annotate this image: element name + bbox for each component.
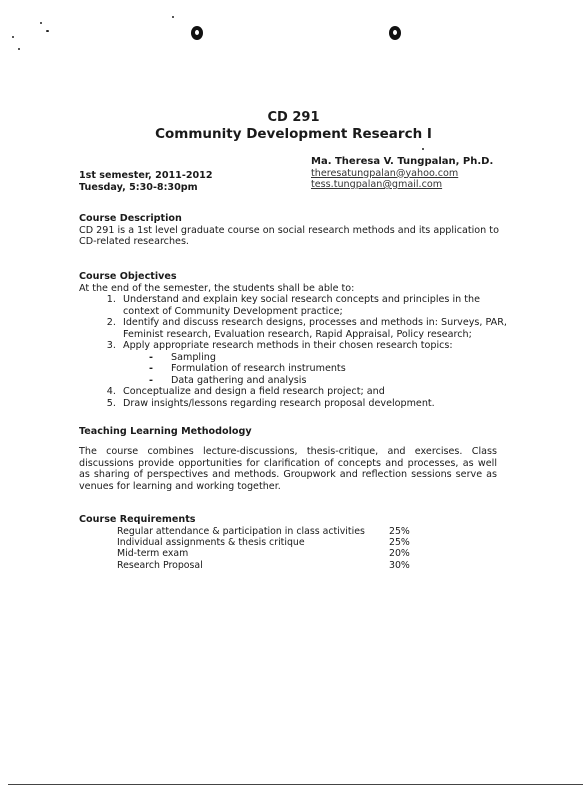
requirement-weight: 25%: [389, 525, 410, 537]
course-requirements-section: [79, 514, 499, 571]
objective-item: 5. Draw insights/lessons regarding research proposal development.: [119, 398, 509, 410]
punch-hole-right: [389, 26, 401, 40]
requirement-weight: 20%: [389, 548, 410, 560]
sub-item: - Data gathering and analysis: [167, 375, 509, 387]
methodology-heading: Teaching Learning Methodology: [79, 426, 252, 437]
objectives-heading: Course Objectives: [79, 271, 177, 282]
scan-speck: [422, 148, 424, 150]
schedule-block: [79, 170, 213, 193]
course-objectives-section: [79, 271, 509, 409]
objective-item: [119, 340, 509, 386]
course-code: CD 291: [267, 110, 320, 125]
semester-text: 1st semester, 2011-2012: [79, 170, 213, 181]
table-row: [117, 560, 410, 571]
scan-speck: [40, 22, 42, 24]
table-row: [117, 537, 410, 548]
description-heading: Course Description: [79, 213, 182, 224]
objective-text: Apply appropriate research methods in their chosen research topics:: [123, 340, 453, 351]
instructor-email-1[interactable]: theresatungpalan@yahoo.com: [311, 167, 459, 179]
requirement-item: Research Proposal: [117, 559, 203, 571]
sub-item: - Formulation of research instruments: [167, 363, 509, 375]
objective-sub-list: [123, 352, 509, 387]
objective-item: 1. Understand and explain key social research concepts and principles in the context of Community Development practice;: [119, 294, 509, 317]
description-text: CD 291 is a 1st level graduate course on social research methods and its application to CD-related researches.: [79, 224, 499, 247]
instructor-name: Ma. Theresa V. Tungpalan, Ph.D.: [311, 156, 494, 167]
scan-speck: [18, 48, 20, 50]
course-description-section: [79, 213, 509, 248]
table-row: [117, 548, 410, 559]
requirements-table: [117, 526, 410, 572]
objective-item: 2. Identify and discuss research designs, processes and methods in: Surveys, PAR, Feminist research, Evaluation research, Rapid Appraisal, Policy research;: [119, 317, 509, 340]
objectives-list: [79, 294, 509, 409]
instructor-block: [311, 156, 493, 191]
requirements-heading: Course Requirements: [79, 514, 196, 525]
sub-item: - Sampling: [167, 352, 509, 364]
course-title: Community Development Research I: [155, 126, 432, 142]
objectives-intro: At the end of the semester, the students shall be able to:: [79, 282, 355, 294]
requirement-item: Regular attendance & participation in class activities: [117, 525, 365, 537]
class-time: Tuesday, 5:30-8:30pm: [79, 181, 198, 193]
requirement-weight: 25%: [389, 536, 410, 548]
objective-item: 4. Conceptualize and design a field research project; and: [119, 386, 509, 398]
punch-hole-left: [191, 26, 203, 40]
methodology-text: The course combines lecture-discussions, thesis-critique, and exercises. Class discussions provide opportunities for clarification of concepts and processes, as well as sharing of perspectives and methods. Groupwork and reflection sessions serve as venues for learning and working together.: [79, 446, 497, 492]
requirement-item: Individual assignments & thesis critique: [117, 536, 305, 548]
scan-speck: [46, 30, 49, 32]
requirement-weight: 30%: [389, 559, 410, 571]
requirement-item: Mid-term exam: [117, 548, 189, 560]
scan-speck: [12, 36, 14, 38]
table-row: [117, 526, 410, 537]
instructor-email-2[interactable]: tess.tungpalan@gmail.com: [311, 179, 443, 190]
bottom-rule: [8, 784, 583, 785]
scan-speck: [172, 16, 174, 18]
